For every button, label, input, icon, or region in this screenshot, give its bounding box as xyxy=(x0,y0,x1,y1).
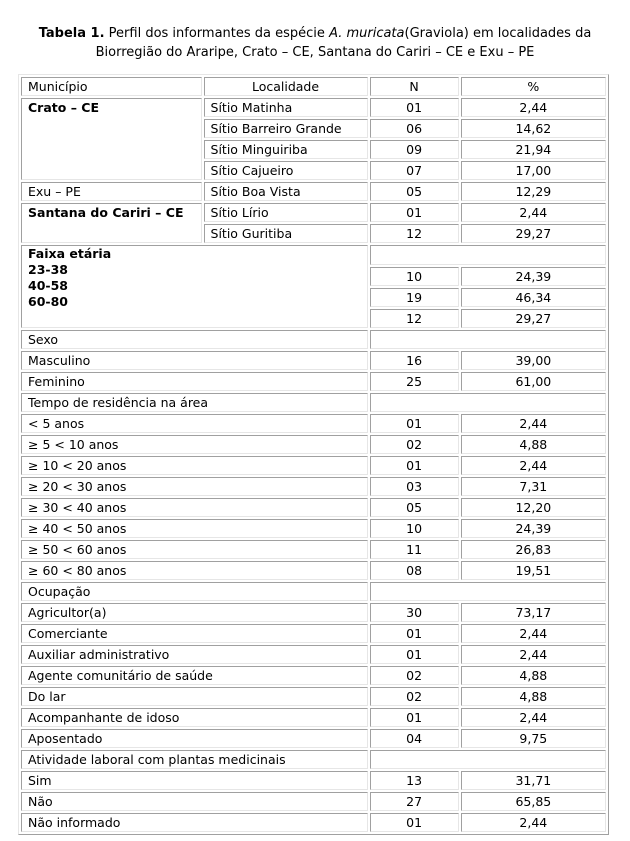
percent-cell: 26,83 xyxy=(461,540,606,559)
label-cell: Não informado xyxy=(21,813,368,832)
percent-cell: 73,17 xyxy=(461,603,606,622)
n-cell: 01 xyxy=(370,624,459,643)
percent-cell: 61,00 xyxy=(461,372,606,391)
section-row xyxy=(21,330,606,349)
percent-cell: 24,39 xyxy=(461,519,606,538)
n-cell: 02 xyxy=(370,666,459,685)
n-cell: 11 xyxy=(370,540,459,559)
table-row xyxy=(21,414,606,433)
label-cell: Do lar xyxy=(21,687,368,706)
percent-cell: 9,75 xyxy=(461,729,606,748)
municipio-cell: Exu – PE xyxy=(21,182,202,201)
n-cell: 09 xyxy=(370,140,459,159)
table-row xyxy=(21,540,606,559)
n-cell: 01 xyxy=(370,203,459,222)
label-cell: ≥ 30 < 40 anos xyxy=(21,498,368,517)
table-row xyxy=(21,687,606,706)
table-row xyxy=(21,645,606,664)
section-title: Ocupação xyxy=(21,582,368,601)
localidade-cell: Sítio Minguiriba xyxy=(204,140,368,159)
informants-profile-table xyxy=(18,74,609,835)
percent-cell: 14,62 xyxy=(461,119,606,138)
caption-label: Tabela 1. xyxy=(38,26,105,41)
table-row xyxy=(21,435,606,454)
municipio-cell: Santana do Cariri – CE xyxy=(21,203,202,243)
n-cell: 05 xyxy=(370,182,459,201)
table-row xyxy=(21,813,606,832)
percent-cell: 2,44 xyxy=(461,203,606,222)
label-cell: ≥ 5 < 10 anos xyxy=(21,435,368,454)
section-row xyxy=(21,393,606,412)
table-row xyxy=(21,624,606,643)
percent-cell: 21,94 xyxy=(461,140,606,159)
age-range-label: 23-38 xyxy=(28,262,68,277)
percent-cell: 2,44 xyxy=(461,813,606,832)
age-range-label: 60-80 xyxy=(28,294,68,309)
n-cell: 16 xyxy=(370,351,459,370)
label-cell: ≥ 10 < 20 anos xyxy=(21,456,368,475)
table-row xyxy=(21,666,606,685)
label-cell: ≥ 60 < 80 anos xyxy=(21,561,368,580)
table-row xyxy=(21,603,606,622)
label-cell: ≥ 20 < 30 anos xyxy=(21,477,368,496)
table-row xyxy=(21,372,606,391)
n-cell: 12 xyxy=(370,309,459,328)
percent-cell: 12,29 xyxy=(461,182,606,201)
table-row xyxy=(21,771,606,790)
n-cell: 03 xyxy=(370,477,459,496)
label-cell: Auxiliar administrativo xyxy=(21,645,368,664)
n-cell: 01 xyxy=(370,813,459,832)
localidade-cell: Sítio Guritiba xyxy=(204,224,368,243)
section-row xyxy=(21,750,606,769)
percent-cell: 4,88 xyxy=(461,687,606,706)
table-row xyxy=(21,708,606,727)
n-cell: 01 xyxy=(370,645,459,664)
n-cell: 07 xyxy=(370,161,459,180)
localidade-cell: Sítio Cajueiro xyxy=(204,161,368,180)
header-localidade: Localidade xyxy=(204,77,368,96)
empty-cell xyxy=(370,245,606,265)
localidade-cell: Sítio Boa Vista xyxy=(204,182,368,201)
table-row xyxy=(21,98,606,117)
species-name: A. muricata xyxy=(329,26,405,41)
percent-cell: 46,34 xyxy=(461,288,606,307)
percent-cell: 4,88 xyxy=(461,435,606,454)
section-row xyxy=(21,245,606,265)
n-cell: 01 xyxy=(370,708,459,727)
table-row xyxy=(21,203,606,222)
header-n: N xyxy=(370,77,459,96)
label-cell: < 5 anos xyxy=(21,414,368,433)
table-row xyxy=(21,477,606,496)
n-cell: 27 xyxy=(370,792,459,811)
section-title: Atividade laboral com plantas medicinais xyxy=(21,750,368,769)
municipio-cell: Crato – CE xyxy=(21,98,202,180)
empty-cell xyxy=(370,750,606,769)
n-cell: 13 xyxy=(370,771,459,790)
n-cell: 05 xyxy=(370,498,459,517)
label-cell: Agricultor(a) xyxy=(21,603,368,622)
header-row xyxy=(21,77,606,96)
table-row xyxy=(21,519,606,538)
percent-cell: 2,44 xyxy=(461,645,606,664)
n-cell: 25 xyxy=(370,372,459,391)
caption-line-1 xyxy=(0,24,630,43)
percent-cell: 24,39 xyxy=(461,267,606,286)
table-row xyxy=(21,561,606,580)
table-row xyxy=(21,351,606,370)
n-cell: 01 xyxy=(370,456,459,475)
header-municipio: Município xyxy=(21,77,202,96)
empty-cell xyxy=(370,582,606,601)
percent-cell: 2,44 xyxy=(461,456,606,475)
label-cell: Sim xyxy=(21,771,368,790)
n-cell: 30 xyxy=(370,603,459,622)
percent-cell: 2,44 xyxy=(461,708,606,727)
localidade-cell: Sítio Matinha xyxy=(204,98,368,117)
age-range-label: 40-58 xyxy=(28,278,68,293)
n-cell: 06 xyxy=(370,119,459,138)
age-range-title: Faixa etária xyxy=(28,246,112,261)
localidade-cell: Sítio Lírio xyxy=(204,203,368,222)
label-cell: Agente comunitário de saúde xyxy=(21,666,368,685)
age-range-cell xyxy=(21,245,368,328)
table-row xyxy=(21,498,606,517)
empty-cell xyxy=(370,393,606,412)
percent-cell: 31,71 xyxy=(461,771,606,790)
label-cell: Feminino xyxy=(21,372,368,391)
caption-text: (Graviola) em localidades da xyxy=(404,26,592,41)
percent-cell: 4,88 xyxy=(461,666,606,685)
caption-text: Perfil dos informantes da espécie xyxy=(104,26,330,41)
n-cell: 10 xyxy=(370,267,459,286)
table-row xyxy=(21,792,606,811)
percent-cell: 39,00 xyxy=(461,351,606,370)
section-title: Sexo xyxy=(21,330,368,349)
percent-cell: 29,27 xyxy=(461,309,606,328)
label-cell: Não xyxy=(21,792,368,811)
label-cell: Aposentado xyxy=(21,729,368,748)
label-cell: ≥ 50 < 60 anos xyxy=(21,540,368,559)
table-row xyxy=(21,729,606,748)
label-cell: Masculino xyxy=(21,351,368,370)
section-title: Tempo de residência na área xyxy=(21,393,368,412)
percent-cell: 65,85 xyxy=(461,792,606,811)
percent-cell: 17,00 xyxy=(461,161,606,180)
percent-cell: 29,27 xyxy=(461,224,606,243)
table-row xyxy=(21,456,606,475)
section-row xyxy=(21,582,606,601)
label-cell: Comerciante xyxy=(21,624,368,643)
n-cell: 01 xyxy=(370,98,459,117)
n-cell: 02 xyxy=(370,687,459,706)
empty-cell xyxy=(370,330,606,349)
percent-cell: 2,44 xyxy=(461,624,606,643)
caption-line-2: Biorregião do Araripe, Crato – CE, Santana do Cariri – CE e Exu – PE xyxy=(95,45,535,60)
percent-cell: 2,44 xyxy=(461,414,606,433)
table-caption xyxy=(0,24,630,62)
n-cell: 19 xyxy=(370,288,459,307)
localidade-cell: Sítio Barreiro Grande xyxy=(204,119,368,138)
percent-cell: 2,44 xyxy=(461,98,606,117)
percent-cell: 12,20 xyxy=(461,498,606,517)
table-row xyxy=(21,182,606,201)
n-cell: 04 xyxy=(370,729,459,748)
label-cell: ≥ 40 < 50 anos xyxy=(21,519,368,538)
n-cell: 12 xyxy=(370,224,459,243)
n-cell: 10 xyxy=(370,519,459,538)
header-percent: % xyxy=(461,77,606,96)
percent-cell: 7,31 xyxy=(461,477,606,496)
percent-cell: 19,51 xyxy=(461,561,606,580)
n-cell: 08 xyxy=(370,561,459,580)
label-cell: Acompanhante de idoso xyxy=(21,708,368,727)
n-cell: 02 xyxy=(370,435,459,454)
n-cell: 01 xyxy=(370,414,459,433)
